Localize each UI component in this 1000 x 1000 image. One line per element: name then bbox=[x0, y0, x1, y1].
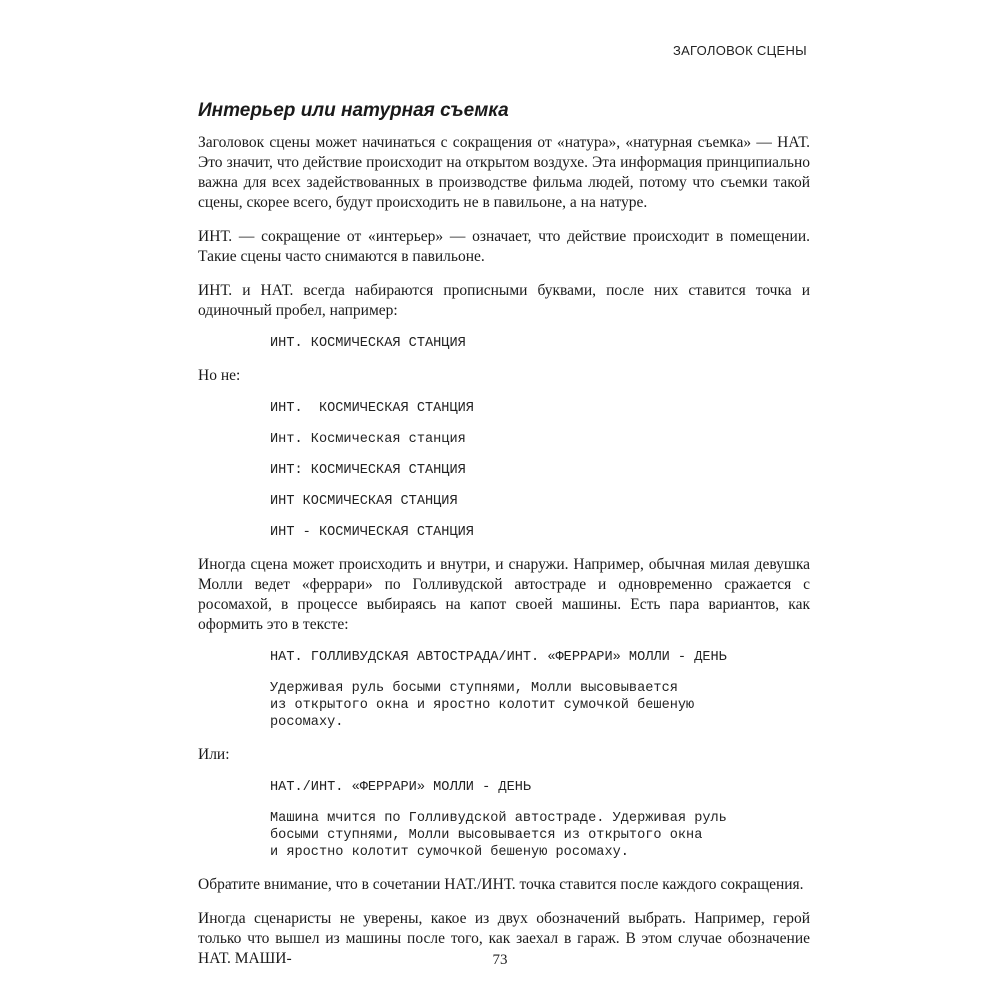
wrong-example: ИНТ - КОСМИЧЕСКАЯ СТАНЦИЯ bbox=[270, 525, 474, 540]
section-heading: Интерьер или натурная съемка bbox=[198, 100, 509, 121]
paragraph-caps-rule: ИНТ. и НАТ. всегда набираются прописными буквами, после них ставится точка и одиночный пробел, например: bbox=[198, 282, 810, 319]
example2-scene-heading: НАТ. ГОЛЛИВУДСКАЯ АВТОСТРАДА/ИНТ. «ФЕРРАРИ» МОЛЛИ - ДЕНЬ bbox=[270, 650, 727, 665]
wrong-examples-list bbox=[198, 400, 810, 541]
page-content bbox=[198, 99, 810, 983]
paragraph-nat-definition: Заголовок сцены может начинаться с сокращения от «натура», «натурная съемка» — НАТ. Это значит, что действие происходит на открытом воздухе. Эта информация принципиально важна для всех задействованных в производстве фильма людей, потому что съемки такой сцены, скорее всего, будут происходить не в павильоне, а на натуре. bbox=[198, 134, 810, 211]
page-number: 73 bbox=[492, 952, 508, 968]
wrong-example: Инт. Космическая станция bbox=[270, 432, 466, 447]
running-head: ЗАГОЛОВОК СЦЕНЫ bbox=[672, 43, 807, 58]
paragraph-uncertain: Иногда сценаристы не уверены, какое из двух обозначений выбрать. Например, герой только что вышел из машины после того, как заехал в гараж. В этом случае обозначение НАТ. МАШИ- bbox=[198, 910, 810, 967]
wrong-example: ИНТ: КОСМИЧЕСКАЯ СТАНЦИЯ bbox=[270, 463, 466, 478]
paragraph-dot-note: Обратите внимание, что в сочетании НАТ./ИНТ. точка ставится после каждого сокращения. bbox=[198, 876, 804, 893]
example-correct-heading: ИНТ. КОСМИЧЕСКАЯ СТАНЦИЯ bbox=[270, 336, 466, 351]
example3-action: Машина мчится по Голливудской автостраде. Удерживая руль босыми ступнями, Молли высовывается из открытого окна и яростно колотит сумочкой бешеную росомаху. bbox=[270, 811, 727, 860]
wrong-example: ИНТ КОСМИЧЕСКАЯ СТАНЦИЯ bbox=[270, 494, 458, 509]
example3-scene-heading: НАТ./ИНТ. «ФЕРРАРИ» МОЛЛИ - ДЕНЬ bbox=[270, 780, 532, 795]
example2-action: Удерживая руль босыми ступнями, Молли высовывается из открытого окна и яростно колотит сумочкой бешеную росомаху. bbox=[270, 681, 695, 730]
but-not-label: Но не: bbox=[198, 367, 241, 384]
paragraph-int-definition: ИНТ. — сокращение от «интерьер» — означает, что действие происходит в помещении. Такие сцены часто снимаются в павильоне. bbox=[198, 228, 810, 265]
wrong-example: ИНТ. КОСМИЧЕСКАЯ СТАНЦИЯ bbox=[270, 401, 474, 416]
paragraph-inside-outside: Иногда сцена может происходить и внутри, и снаружи. Например, обычная милая девушка Молли ведет «феррари» по Голливудской автостраде и одновременно сражается с росомахой, в процессе выбираясь на капот своей машины. Есть пара вариантов, как оформить это в тексте: bbox=[198, 556, 810, 633]
or-label: Или: bbox=[198, 746, 230, 763]
